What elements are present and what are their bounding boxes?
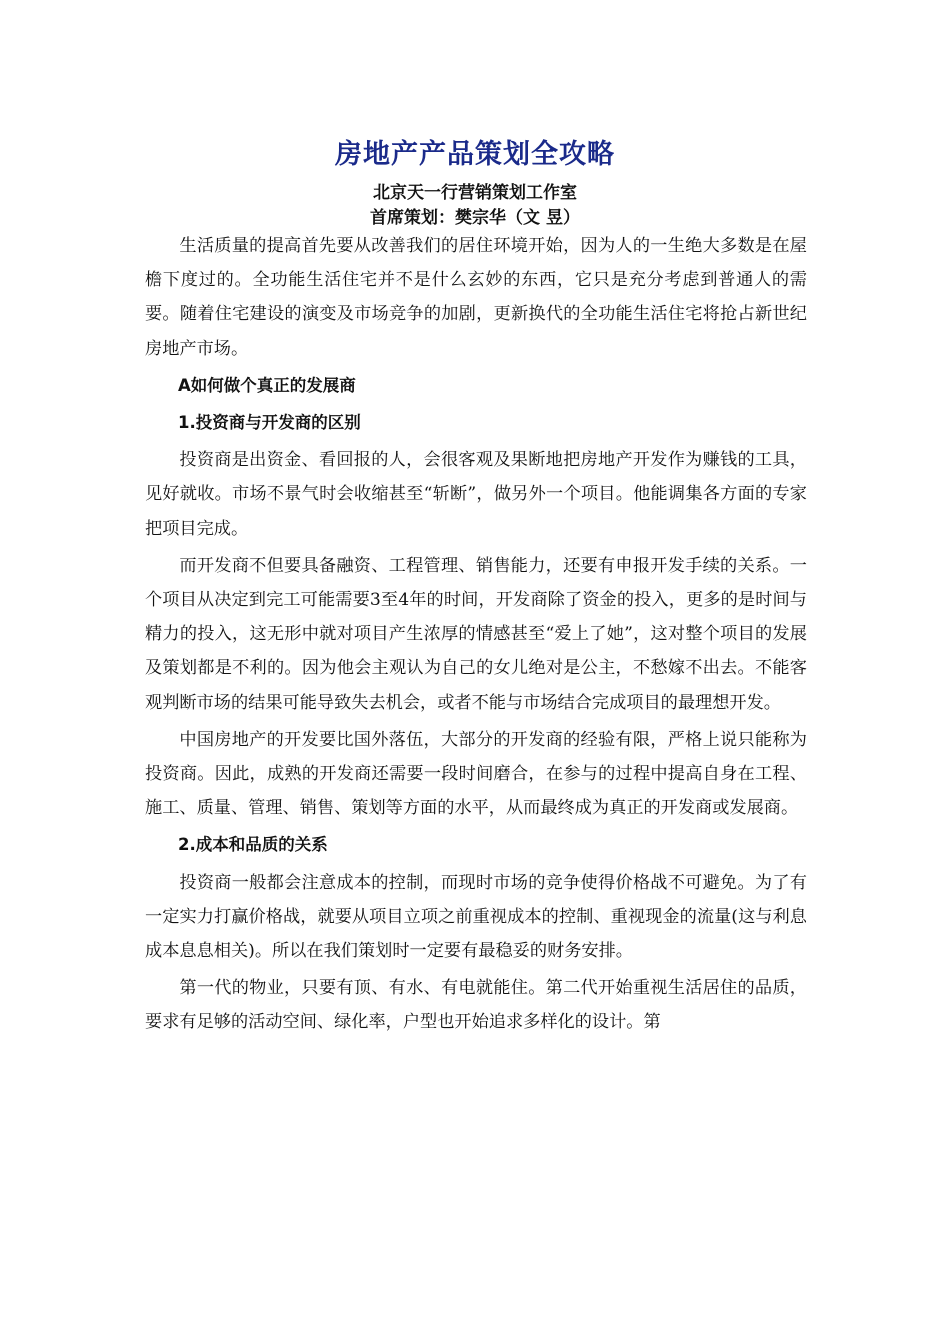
paragraph-intro: 生活质量的提高首先要从改善我们的居住环境开始，因为人的一生绝大多数是在屋檐下度过的。全功能生活住宅并不是什么玄妙的东西，它只是充分考虑到普通人的需要。随着住宅建设的演变及市场竞争的加剧，更新换代的全功能生活住宅将抢占新世纪房地产市场。 [145, 236, 807, 359]
document-title: 房地产产品策划全攻略 [335, 139, 615, 170]
subsection-heading-2: 2.成本和品质的关系 [178, 835, 328, 855]
paragraph-investor: 投资商是出资金、看回报的人，会很客观及果断地把房地产开发作为赚钱的工具，见好就收。市场不景气时会收缩甚至“斩断”，做另外一个项目。他能调集各方面的专家把项目完成。 [145, 450, 807, 539]
paragraph-property-generations: 第一代的物业，只要有顶、有水、有电就能住。第二代开始重视生活居住的品质，要求有足够的活动空间、绿化率，户型也开始追求多样化的设计。第 [145, 978, 807, 1033]
document-subtitle-author: 首席策划：樊宗华（文 昱） [370, 208, 580, 228]
paragraph-cost-control: 投资商一般都会注意成本的控制，而现时市场的竞争使得价格战不可避免。为了有一定实力打赢价格战，就要从项目立项之前重视成本的控制、重视现金的流量(这与利息成本息息相关)。所以在我们策划时一定要有最稳妥的财务安排。 [145, 872, 807, 962]
document-body [145, 229, 807, 1040]
document-subtitle-org: 北京天一行营销策划工作室 [373, 183, 577, 203]
paragraph-china-development: 中国房地产的开发要比国外落伍，大部分的开发商的经验有限，严格上说只能称为投资商。因此，成熟的开发商还需要一段时间磨合，在参与的过程中提高自身在工程、施工、质量、管理、销售、策划等方面的水平，从而最终成为真正的开发商或发展商。 [145, 729, 807, 819]
paragraph-developer: 而开发商不但要具备融资、工程管理、销售能力，还要有申报开发手续的关系。一个项目从决定到完工可能需要3至4年的时间，开发商除了资金的投入，更多的是时间与精力的投入，这无形中就对项目产生浓厚的情感甚至“爱上了她”，这对整个项目的发展及策划都是不利的。因为他会主观认为自己的女儿绝对是公主，不愁嫁不出去。不能客观判断市场的结果可能导致失去机会，或者不能与市场结合完成项目的最理想开发。 [145, 555, 807, 713]
subsection-heading-1: 1.投资商与开发商的区别 [178, 413, 361, 433]
section-heading-a: A如何做个真正的发展商 [178, 375, 356, 395]
